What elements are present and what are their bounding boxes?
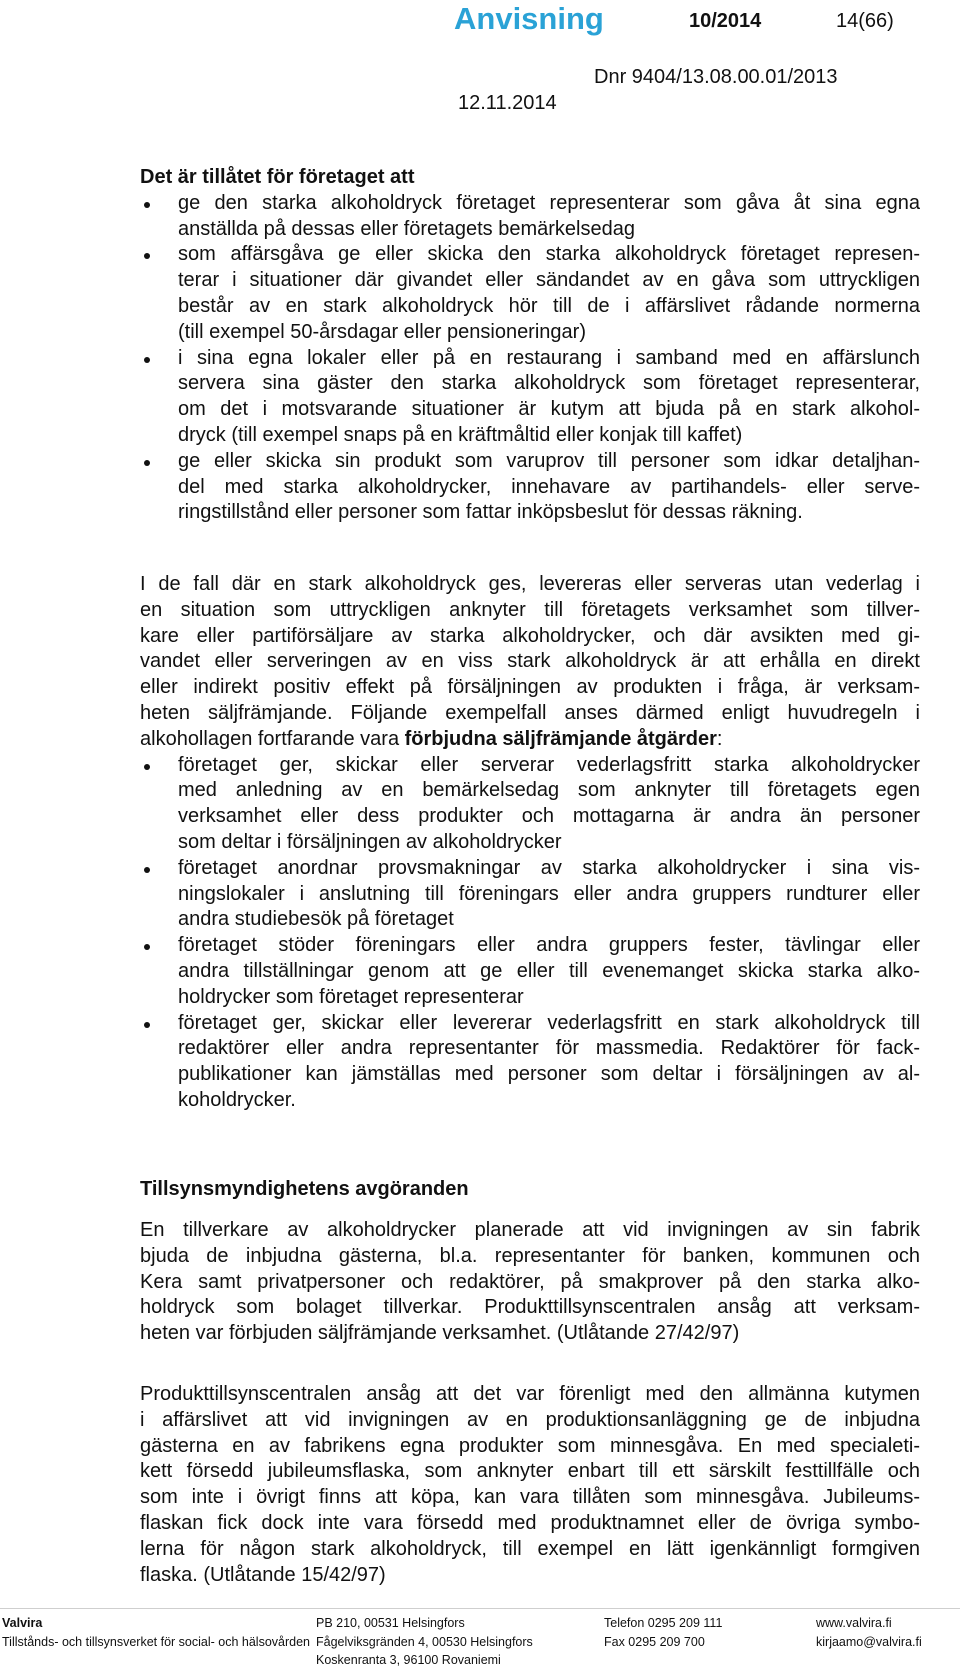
list-item bbox=[140, 449, 920, 526]
text-line: heten säljfrämjande. Följande exempelfall anses därmed enligt huvudregeln i bbox=[140, 701, 920, 724]
text-line: eller indirekt positiv effekt på försäljningen av produkten i fråga, är verksam- bbox=[140, 676, 920, 699]
text-line: företaget ger, skickar eller levererar vederlagsfritt en stark alkoholdryck till bbox=[178, 1011, 920, 1034]
list-item bbox=[140, 1011, 920, 1114]
decision-paragraph-2 bbox=[140, 1382, 920, 1588]
text-line: gästerna en av fabrikens egna produkter som minnesgåva. En med specialeti- bbox=[140, 1434, 920, 1457]
footer-org: Valvira bbox=[2, 1616, 43, 1630]
text-line: med anledning av en bemärkelsedag som anknyter till företagets egen bbox=[178, 779, 920, 802]
last-line-suffix: : bbox=[716, 727, 723, 750]
list-item bbox=[140, 191, 920, 243]
text-line: kett försedd jubileumsflaska, som anknyter enbart till ett särskilt festtillfälle och bbox=[140, 1460, 920, 1483]
footer-org-full: Tillstånds- och tillsynsverket för social- och hälsovården bbox=[2, 1635, 310, 1649]
text-line: koholdrycker. bbox=[178, 1088, 296, 1111]
text-line: I de fall där en stark alkoholdryck ges, levereras eller serveras utan vederlag i bbox=[140, 573, 920, 595]
footer-divider bbox=[0, 1608, 960, 1609]
text-line: ge den starka alkoholdryck företaget representerar som gåva åt sina egna bbox=[178, 191, 920, 214]
decision-paragraph-1 bbox=[140, 1218, 920, 1347]
text-line: servera sina gäster den starka alkoholdryck som företaget representerar, bbox=[178, 372, 920, 395]
text-line: om det i motsvarande situationer är kutym att bjuda på en stark alkohol- bbox=[178, 398, 920, 421]
text-line: som deltar i försäljningen av alkoholdrycker bbox=[178, 830, 562, 853]
text-line: flaskan fick dock inte vara försedd med produktnamnet eller de övriga symbo- bbox=[140, 1511, 920, 1534]
footer-address-3: Koskenranta 3, 96100 Rovaniemi bbox=[316, 1653, 501, 1667]
document-date: 12.11.2014 bbox=[458, 92, 557, 114]
footer-phone: Telefon 0295 209 111 bbox=[604, 1616, 723, 1630]
text-line: Kera samt privatpersoner och redaktörer, på smakprover på den starka alko- bbox=[140, 1270, 920, 1293]
list-item bbox=[140, 753, 920, 856]
text-line: holdrycker som företaget representerar bbox=[178, 985, 524, 1008]
bullet-icon bbox=[144, 1022, 150, 1028]
text-line: En tillverkare av alkoholdrycker planerade att vid invigningen av sin fabrik bbox=[140, 1219, 920, 1241]
footer-fax: Fax 0295 209 700 bbox=[604, 1635, 705, 1649]
text-line: andra tillställningar genom att ge eller till evenemanget skicka starka alko- bbox=[178, 959, 920, 982]
list-item bbox=[140, 933, 920, 1010]
list-item bbox=[140, 856, 920, 933]
document-title: Anvisning bbox=[454, 1, 604, 36]
text-line: terar i situationer där givandet eller sändandet av en gåva som uttryckligen bbox=[178, 269, 920, 292]
text-line: bjuda de inbjudna gästerna, bl.a. representanter för banken, kommunen och bbox=[140, 1244, 920, 1267]
document-number: 10/2014 bbox=[689, 10, 762, 32]
section-prohibited bbox=[140, 572, 920, 1114]
list-item bbox=[140, 242, 920, 345]
paragraph-last-line bbox=[140, 727, 920, 753]
text-line: vandet eller serveringen av en viss stark alkoholdryck är att erhålla en direkt bbox=[140, 650, 920, 673]
prohibited-paragraph bbox=[140, 572, 920, 727]
section-allowed bbox=[140, 165, 920, 526]
bold-phrase: förbjudna säljfrämjande åtgärder bbox=[404, 727, 717, 750]
bullet-icon bbox=[144, 460, 150, 466]
bullet-icon bbox=[144, 764, 150, 770]
text-line: i sina egna lokaler eller på en restaurang i samband med en affärslunch bbox=[178, 346, 920, 369]
text-line: verksamhet eller dess produkter och mottagarna är andra än personer bbox=[178, 805, 920, 828]
text-line: anställda på dessas eller företagets bemärkelsedag bbox=[178, 217, 635, 240]
allowed-list bbox=[140, 191, 920, 526]
text-line: andra studiebesök på företaget bbox=[178, 908, 454, 931]
text-line: (till exempel 50-årsdagar eller pensioneringar) bbox=[178, 320, 586, 343]
footer-address-2: Fågelviksgränden 4, 00530 Helsingfors bbox=[316, 1635, 533, 1649]
text-line: flaska. (Utlåtande 15/42/97) bbox=[140, 1563, 386, 1586]
last-line-text: alkohollagen fortfarande vara bbox=[140, 727, 405, 750]
text-line: ge eller skicka sin produkt som varuprov till personer som idkar detaljhan- bbox=[178, 449, 920, 472]
text-line: kare eller partiförsäljare av starka alkoholdrycker, och där avsikten med gi- bbox=[140, 624, 920, 647]
bullet-icon bbox=[144, 357, 150, 363]
footer-website[interactable]: www.valvira.fi bbox=[816, 1616, 892, 1630]
section-heading-decisions: Tillsynsmyndighetens avgöranden bbox=[140, 1178, 469, 1200]
text-line: i affärslivet att vid invigningen av en produktionsanläggning ge de inbjudna bbox=[140, 1408, 920, 1431]
list-item bbox=[140, 346, 920, 449]
bullet-icon bbox=[144, 867, 150, 873]
footer-email[interactable]: kirjaamo@valvira.fi bbox=[816, 1635, 922, 1649]
text-line: ringstillstånd eller personer som fattar inköpsbeslut för dessas räkning. bbox=[178, 501, 803, 524]
bullet-icon bbox=[144, 253, 150, 259]
document-dnr: Dnr 9404/13.08.00.01/2013 bbox=[594, 66, 838, 88]
text-line: en situation som uttryckligen anknyter till företagets verksamhet som tillver- bbox=[140, 598, 920, 621]
section-heading: Det är tillåtet för företaget att bbox=[140, 166, 415, 188]
text-line: företaget anordnar provsmakningar av starka alkoholdrycker i sina vis- bbox=[178, 856, 920, 879]
text-line: dryck (till exempel snaps på en kräftmåltid eller konjak till kaffet) bbox=[178, 423, 743, 446]
text-line: Produkttillsynscentralen ansåg att det var förenligt med den allmänna kutymen bbox=[140, 1383, 920, 1405]
text-line: publikationer kan jämställas med personer som deltar i försäljningen av al- bbox=[178, 1063, 920, 1086]
prohibited-list bbox=[140, 753, 920, 1114]
text-line: redaktörer eller andra representanter för massmedia. Redaktörer för fack- bbox=[178, 1037, 920, 1060]
bullet-icon bbox=[144, 944, 150, 950]
footer-address-1: PB 210, 00531 Helsingfors bbox=[316, 1616, 465, 1630]
text-line: holdryck som bolaget tillverkar. Produkttillsynscentralen ansåg att verksam- bbox=[140, 1296, 920, 1319]
text-line: som affärsgåva ge eller skicka den starka alkoholdryck företaget represen- bbox=[178, 243, 920, 266]
text-line: företaget ger, skickar eller serverar vederlagsfritt starka alkoholdrycker bbox=[178, 753, 920, 776]
text-line: består av en stark alkoholdryck hör till de i affärslivet rådande normerna bbox=[178, 294, 920, 317]
text-line: del med starka alkoholdrycker, innehavare av partihandels- eller serve- bbox=[178, 475, 920, 498]
page-footer bbox=[0, 1608, 960, 1667]
text-line: företaget stöder föreningars eller andra gruppers fester, tävlingar eller bbox=[178, 934, 920, 957]
text-line: som inte i övrigt finns att köpa, kan vara tillåten som minnesgåva. Jubileums- bbox=[140, 1486, 920, 1509]
text-line: lerna för någon stark alkoholdryck, till exempel en lätt igenkännligt formgiven bbox=[140, 1537, 920, 1560]
bullet-icon bbox=[144, 202, 150, 208]
page-indicator: 14(66) bbox=[836, 10, 894, 32]
text-line: ningslokaler i anslutning till föreningars eller andra gruppers rundturer eller bbox=[178, 882, 920, 905]
text-line: heten var förbjuden säljfrämjande verksamhet. (Utlåtande 27/42/97) bbox=[140, 1322, 740, 1345]
